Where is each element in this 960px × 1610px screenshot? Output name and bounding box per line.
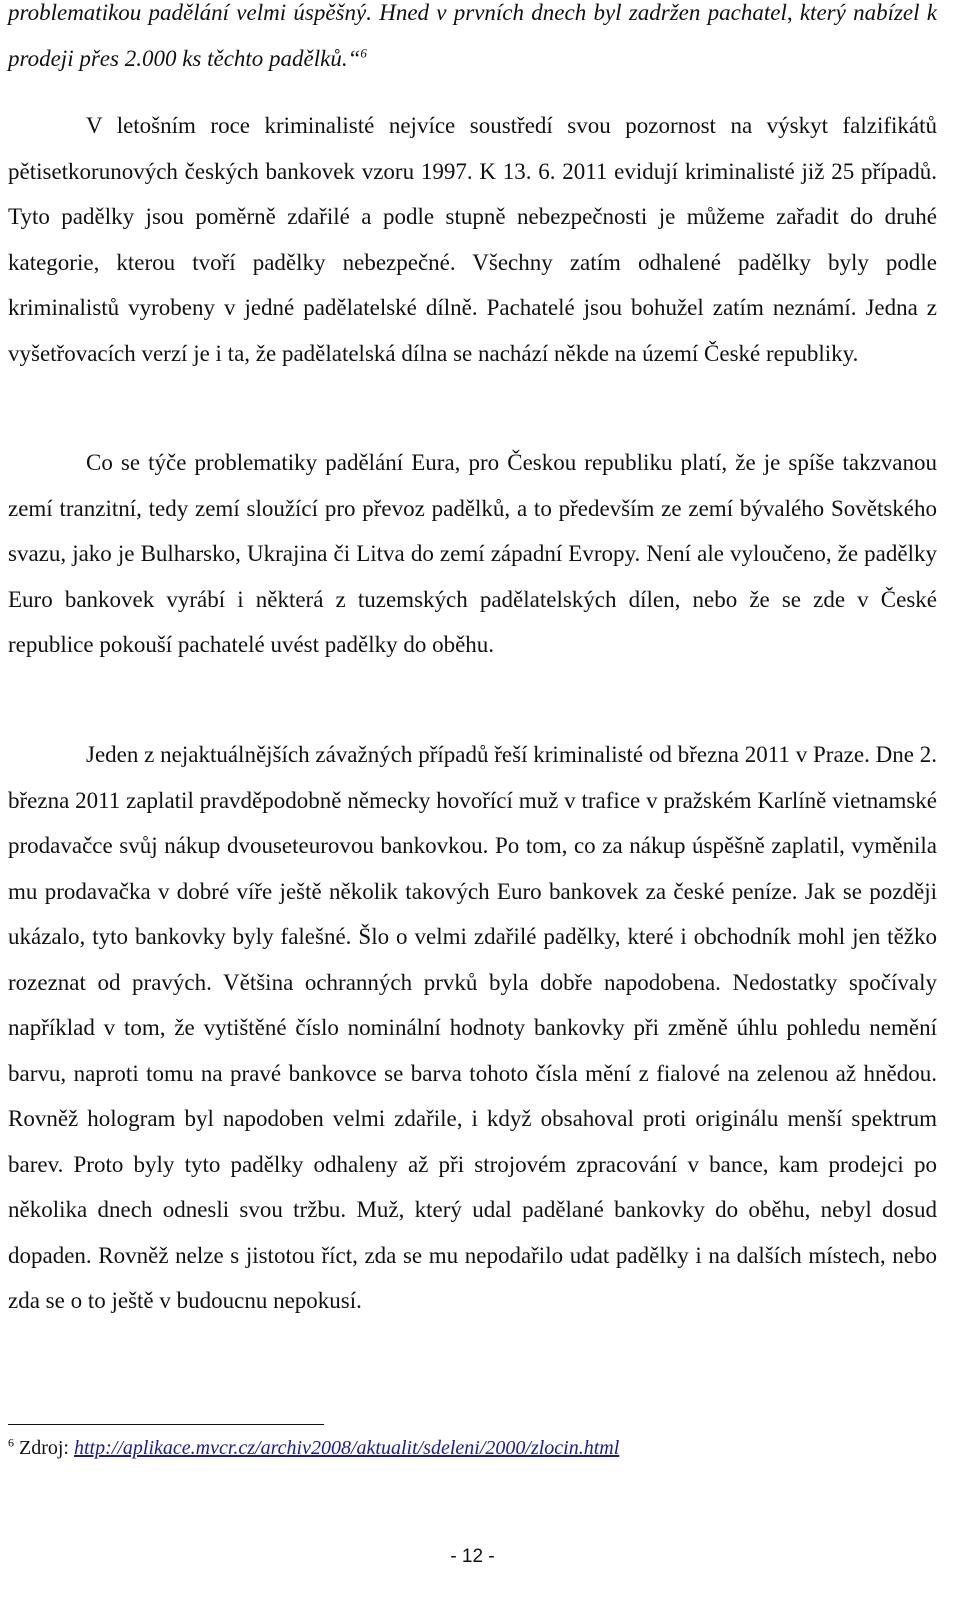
- body-paragraph: Jeden z nejaktuálnějších závažných případů řeší kriminalisté od března 2011 v Praze. Dne 2. března 2011 zaplatil pravděpodobně německy hovořící muž v trafice v pražském Karlíně vietnamské prodavačce svůj nákup dvouseteurovou bankovkou. Po tom, co za nákup úspěšně zaplatil, vyměnila mu prodavačka v dobré víře ještě několik takových Euro bankovek za české peníze. Jak se později ukázalo, tyto bankovky byly falešné. Šlo o velmi zdařilé padělky, které i obchodník mohl jen těžko rozeznat od pravých. Většina ochranných prvků byla dobře napodobena. Nedostatky spočívaly například v tom, že vytištěné číslo nominální hodnoty bankovky při změně úhlu pohledu nemění barvu, naproti tomu na pravé bankovce se barva tohoto čísla mění z fialové na zelenou až hnědou. Rovněž hologram byl napodoben velmi zdařile, i když obsahoval proti originálu menší spektrum barev. Proto byly tyto padělky odhaleny až při strojovém zpracování v bance, kam prodejci po několika dnech odnesli svou tržbu. Muž, který udal padělané bankovky do oběhu, nebyl dosud dopaden. Rovněž nelze s jistotou říct, zda se mu nepodařilo udat padělky i na dalších místech, nebo zda se o to ještě v budoucnu nepokusí.: [8, 742, 937, 1313]
- body-paragraph: Co se týče problematiky padělání Eura, pro Českou republiku platí, že je spíše takzvanou zemí tranzitní, tedy zemí sloužící pro převoz padělků, a to především ze zemí bývalého Sovětského svazu, jako je Bulharsko, Ukrajina či Litva do zemí západní Evropy. Není ale vyloučeno, že padělky Euro bankovek vyrábí i některá z tuzemských padělatelských dílen, nebo že se zde v České republice pokouší pachatelé uvést padělky do oběhu.: [8, 450, 937, 657]
- footnote-marker: 6: [8, 1435, 14, 1450]
- quote-text: problematikou padělání velmi úspěšný. Hned v prvních dnech byl zadržen pachatel, který nabízel k prodeji přes 2.000 ks těchto padělků.“: [8, 0, 937, 71]
- page-number: - 12 -: [450, 1546, 495, 1567]
- footnote-reference[interactable]: 6: [360, 44, 367, 60]
- body-paragraph: V letošním roce kriminalisté nejvíce soustředí svou pozornost na výskyt falzifikátů pětisetkorunových českých bankovek vzoru 1997. K 13. 6. 2011 evidují kriminalisté již 25 případů. Tyto padělky jsou poměrně zdařilé a podle stupně nebezpečnosti je můžeme zařadit do druhé kategorie, kterou tvoří padělky nebezpečné. Všechny zatím odhalené padělky byly podle kriminalistů vyrobeny v jedné padělatelské dílně. Pachatelé jsou bohužel zatím neznámí. Jedna z vyšetřovacích verzí je i ta, že padělatelská dílna se nachází někde na území České republiky.: [8, 113, 937, 366]
- footnote-link[interactable]: http://aplikace.mvcr.cz/archiv2008/aktualit/sdeleni/2000/zlocin.html: [74, 1437, 620, 1459]
- footnote-label: Zdroj:: [19, 1437, 69, 1459]
- footnote: [8, 1433, 619, 1463]
- footnote-divider: [8, 1424, 324, 1425]
- quote-paragraph: [8, 0, 937, 81]
